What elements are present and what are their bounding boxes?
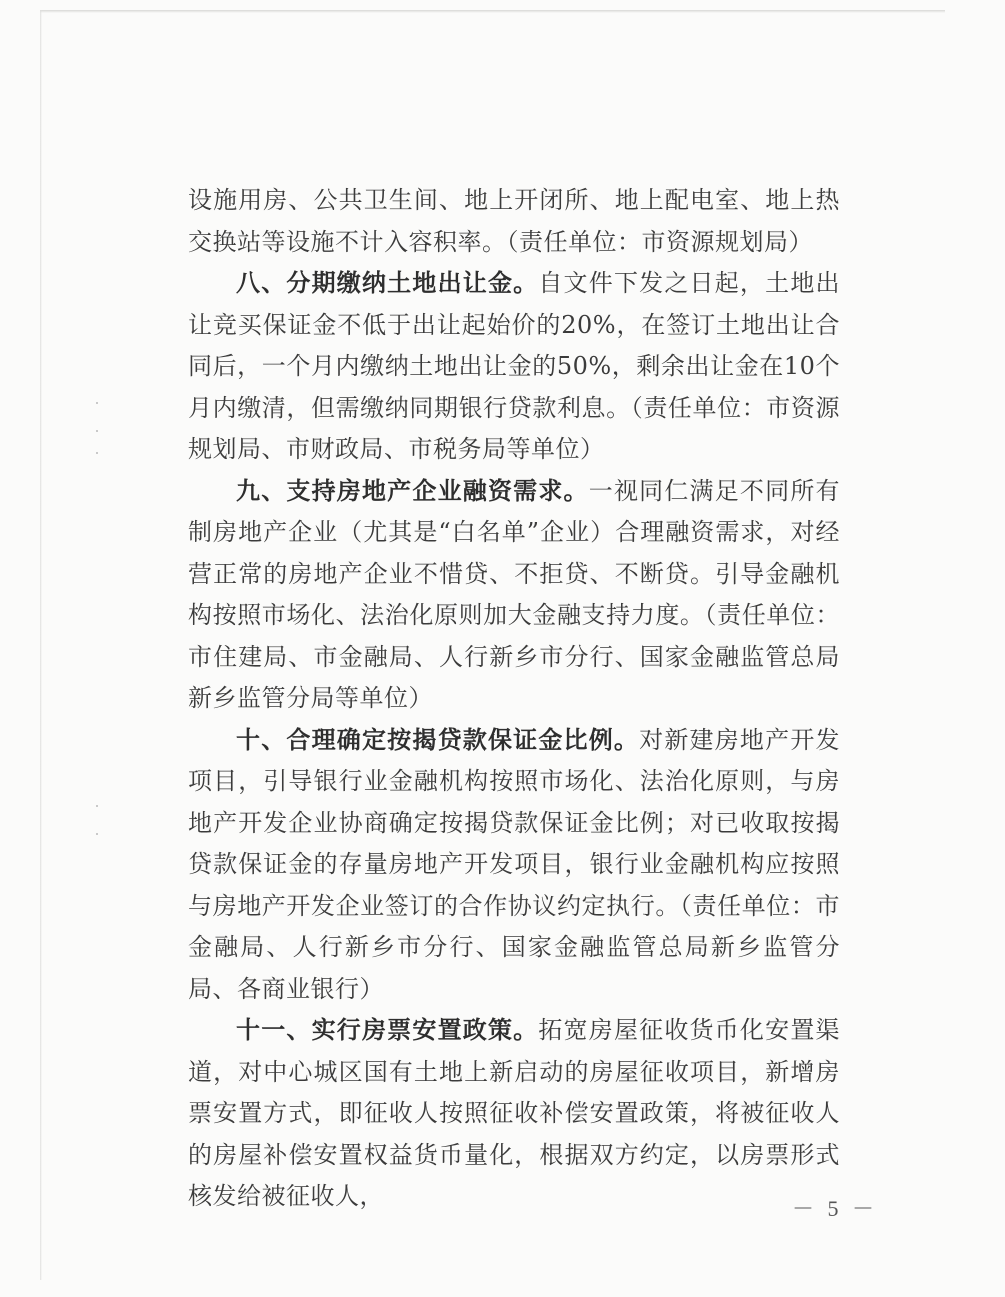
paragraph-text: 对新建房地产开发项目，引导银行业金融机构按照市场化、法治化原则，与房地产开发企业协商确定按揭贷款保证金比例；对已收取按揭贷款保证金的存量房地产开发项目，银行业金融机构应按照与房地产开发企业签订的合作协议约定执行。（责任单位：市金融局、人行新乡市分行、国家金融监管总局新乡监管分局、各商业银行） — [188, 725, 841, 1003]
scan-speck — [96, 430, 98, 432]
paragraph-text: 自文件下发之日起，土地出让竞买保证金不低于出让起始价的20%，在签订土地出让合同后，一个月内缴纳土地出让金的50%，剩余出让金在10个月内缴清，但需缴纳同期银行贷款利息。（责任单位：市资源规划局、市财政局、市税务局等单位） — [188, 269, 841, 463]
paragraph-text: 一视同仁满足不同所有制房地产企业（尤其是“白名单”企业）合理融资需求，对经营正常的房地产企业不惜贷、不拒贷、不断贷。引导金融机构按照市场化、法治化原则加大金融支持力度。（责任单位：市住建局、市金融局、人行新乡市分行、国家金融监管总局新乡监管分局等单位） — [188, 476, 841, 712]
paragraph-item-11 — [188, 1010, 840, 1218]
paragraph-heading: 九、支持房地产企业融资需求。 — [236, 476, 589, 505]
scan-speck — [96, 805, 98, 807]
paragraph-heading: 十、合理确定按揭贷款保证金比例。 — [236, 725, 640, 754]
scan-edge-top — [40, 10, 945, 13]
paragraph-item-8 — [188, 263, 840, 471]
scan-speck — [96, 452, 98, 454]
paragraph-heading: 八、分期缴纳土地出让金。 — [236, 269, 539, 297]
scan-edge-left — [40, 10, 42, 1280]
paragraph-text: 拓宽房屋征收货币化安置渠道，对中心城区国有土地上新启动的房屋征收项目，新增房票安置方式，即征收人按照征收补偿安置政策，将被征收人的房屋补偿安置权益货币量化，根据双方约定，以房票形式核发给被征收人， — [188, 1016, 841, 1210]
paragraph-item-9 — [188, 471, 840, 720]
document-body — [188, 180, 840, 1218]
paragraph-item-10 — [188, 720, 840, 1011]
paragraph-continuation — [188, 180, 840, 263]
page-number: － 5 － — [792, 1196, 879, 1221]
paragraph-heading: 十一、实行房票安置政策。 — [236, 1016, 539, 1044]
scan-speck — [96, 833, 98, 835]
scan-speck — [96, 402, 98, 404]
paragraph-text: 设施用房、公共卫生间、地上开闭所、地上配电室、地上热交换站等设施不计入容积率。（责任单位：市资源规划局） — [188, 186, 840, 256]
